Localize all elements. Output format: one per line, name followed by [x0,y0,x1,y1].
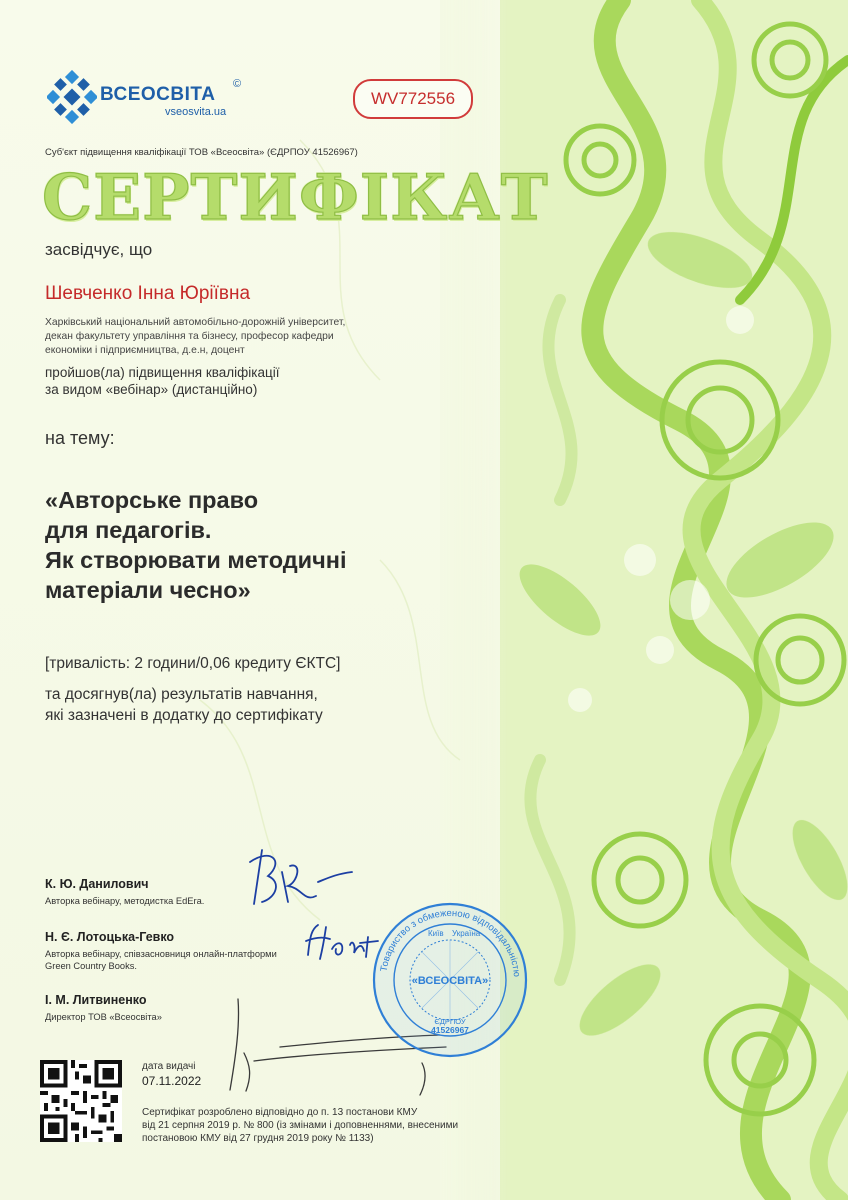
certifies-text: засвідчує, що [45,240,153,259]
logo-copyright: © [233,78,242,90]
stamp-code: 41526967 [431,1025,469,1035]
recipient-position [45,316,385,358]
topic-line: матеріали чесно» [45,577,251,603]
legal-note [142,1106,512,1145]
signatory-role: Авторка вебінару, співзасновниця онлайн-платформи [45,949,277,959]
issue-date-label: дата видачі [142,1061,196,1072]
topic-line: «Авторське право [45,487,259,513]
stamp-city: Київ [428,929,444,938]
recipient-name: Шевченко Інна Юріївна [45,283,251,304]
logo-url: vseosvita.ua [165,106,227,118]
official-stamp-icon [370,900,530,1060]
logo-name: ВСЕОСВІТА [100,84,216,105]
topic-label: на тему: [45,428,115,448]
position-line: економіки і підприємництва, д.е.н, доцент [45,345,245,356]
signature-1-icon [232,842,362,912]
position-line: декан факультету управління та бізнесу, професор кафедри [45,331,334,342]
certificate-id [353,79,473,119]
passed-line: за видом «вебінар» (дистанційно) [45,382,258,397]
signatory-2 [45,930,277,972]
stamp-country: Україна [452,929,481,938]
signatory-role: Green Country Books. [45,961,137,971]
position-line: Харківський національний автомобільно-дорожній університет, [45,317,346,328]
topic-title [45,485,346,605]
signatory-role: Директор ТОВ «Всеосвіта» [45,1012,162,1022]
legal-line: Сертифікат розроблено відповідно до п. 13 постанови КМУ [142,1107,418,1118]
passed-line: пройшов(ла) підвищення кваліфікації [45,365,280,380]
signatory-name: Н. Є. Лотоцька-Гевко [45,930,175,944]
achieved-line: та досягнув(ла) результатів навчання, [45,686,318,703]
certificate-id-text: WV772556 [370,89,456,108]
signatory-name: К. Ю. Данилович [45,877,149,891]
signatory-3 [45,993,162,1023]
topic-line: Як створювати методичні [45,547,347,573]
stamp-code-label: ЄДРПОУ [434,1017,466,1026]
legal-line: від 21 серпня 2019 р. № 800 (із змінами і доповненнями, внесеними [142,1120,459,1131]
signatory-role: Авторка вебінару, методистка EdEra. [45,896,205,906]
qr-code-icon[interactable] [40,1060,122,1142]
achieved-line: які зазначені в додатку до сертифікату [45,707,323,724]
subject-line: Суб'єкт підвищення кваліфікації ТОВ «Всеосвіта» (ЄДРПОУ 41526967) [45,147,358,158]
certificate-title: СЕРТИФІКАТ [42,160,549,234]
vseosvita-logo-icon [47,70,97,124]
topic-line: для педагогів. [45,517,212,543]
stamp-center-name: «ВСЕОСВІТА» [411,975,489,987]
stamp-outer-text: Товариство з обмеженою відповідальністю [378,907,522,978]
signatory-1 [45,877,204,907]
signatory-name: І. М. Литвиненко [45,993,147,1007]
legal-line: постановою КМУ від 27 грудня 2019 року № 1133) [142,1133,374,1144]
achieved-text [45,684,323,726]
passed-text [45,364,279,398]
duration-text: [тривалість: 2 години/0,06 кредиту ЄКТС] [45,655,341,672]
issue-date: 07.11.2022 [142,1074,202,1088]
